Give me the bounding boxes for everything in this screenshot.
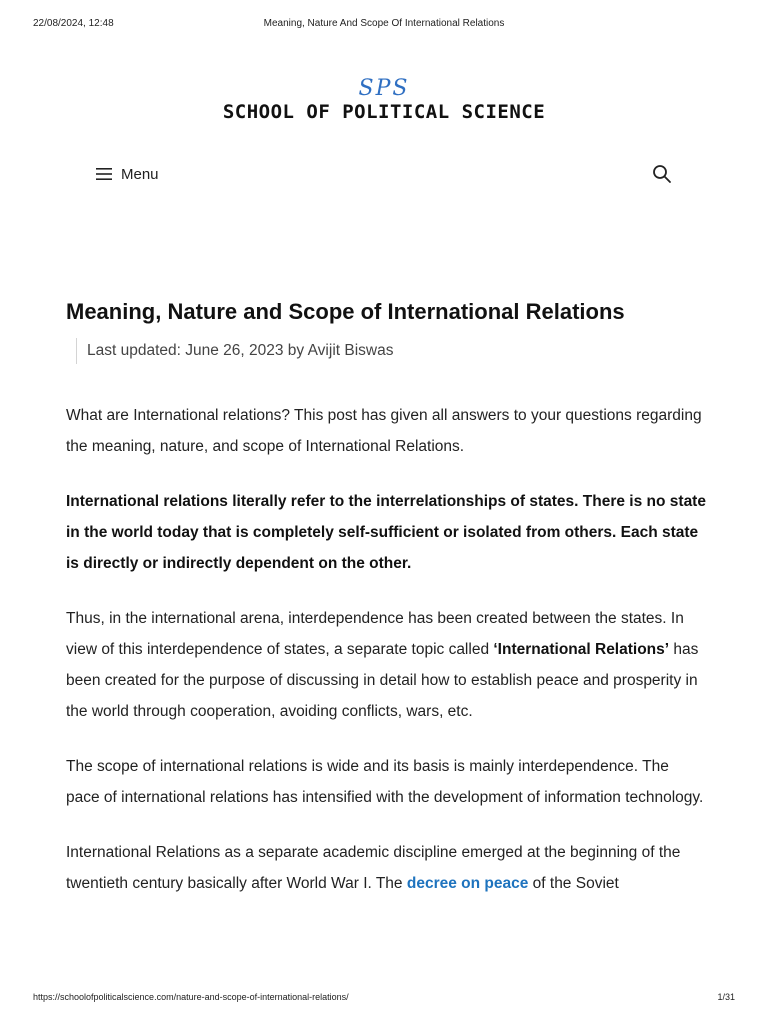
main-navigation: [96, 160, 672, 188]
print-page-title: Meaning, Nature And Scope Of International Relations: [263, 18, 505, 29]
paragraph-history: [66, 837, 706, 899]
hamburger-icon: [96, 168, 112, 180]
logo-site-name: SCHOOL OF POLITICAL SCIENCE: [222, 101, 546, 123]
paragraph-text: of the Soviet: [528, 875, 619, 892]
paragraph-text: International Relations as a separate academic discipline emerged at the beginning of the twentieth century basically after World War I. The: [66, 844, 681, 892]
print-footer: [0, 992, 768, 1006]
print-header: [0, 18, 768, 32]
search-button[interactable]: [652, 164, 672, 184]
logo-abbreviation: SPS: [358, 76, 410, 101]
site-logo[interactable]: [0, 76, 768, 124]
search-icon: [652, 164, 672, 184]
term-international-relations: ‘International Relations’: [493, 641, 670, 658]
menu-label: Menu: [121, 165, 159, 183]
paragraph-text: has been created for the purpose of discussing in detail how to establish peace and prosperity in the world through cooperation, avoiding conflicts, wars, etc.: [66, 641, 699, 720]
article: [66, 296, 706, 923]
article-title: Meaning, Nature and Scope of International Relations: [66, 299, 625, 324]
decree-on-peace-link[interactable]: decree on peace: [406, 875, 529, 892]
print-url: https://schoolofpoliticalscience.com/nature-and-scope-of-international-relations/: [33, 992, 349, 1002]
paragraph-definition: International relations literally refer to the interrelationships of states. There is no state in the world today that is completely self-sufficient or isolated from others. Each state is directly or indirectly dependent on the other.: [66, 493, 706, 572]
paragraph-interdependence: [66, 603, 706, 727]
paragraph-scope: The scope of international relations is wide and its basis is mainly interdependence. The pace of international relations has intensified with the development of information technology.: [66, 758, 704, 806]
article-meta: Last updated: June 26, 2023 by Avijit Biswas: [76, 338, 706, 364]
print-page-number: 1/31: [717, 992, 735, 1002]
menu-button[interactable]: [96, 160, 159, 188]
paragraph-intro: What are International relations? This post has given all answers to your questions regarding the meaning, nature, and scope of International Relations.: [66, 407, 702, 455]
paragraph-text: Thus, in the international arena, interdependence has been created between the states. In view of this interdependence of states, a separate topic called: [66, 610, 684, 658]
article-content: [66, 400, 706, 899]
print-datetime: 22/08/2024, 12:48: [33, 18, 114, 29]
